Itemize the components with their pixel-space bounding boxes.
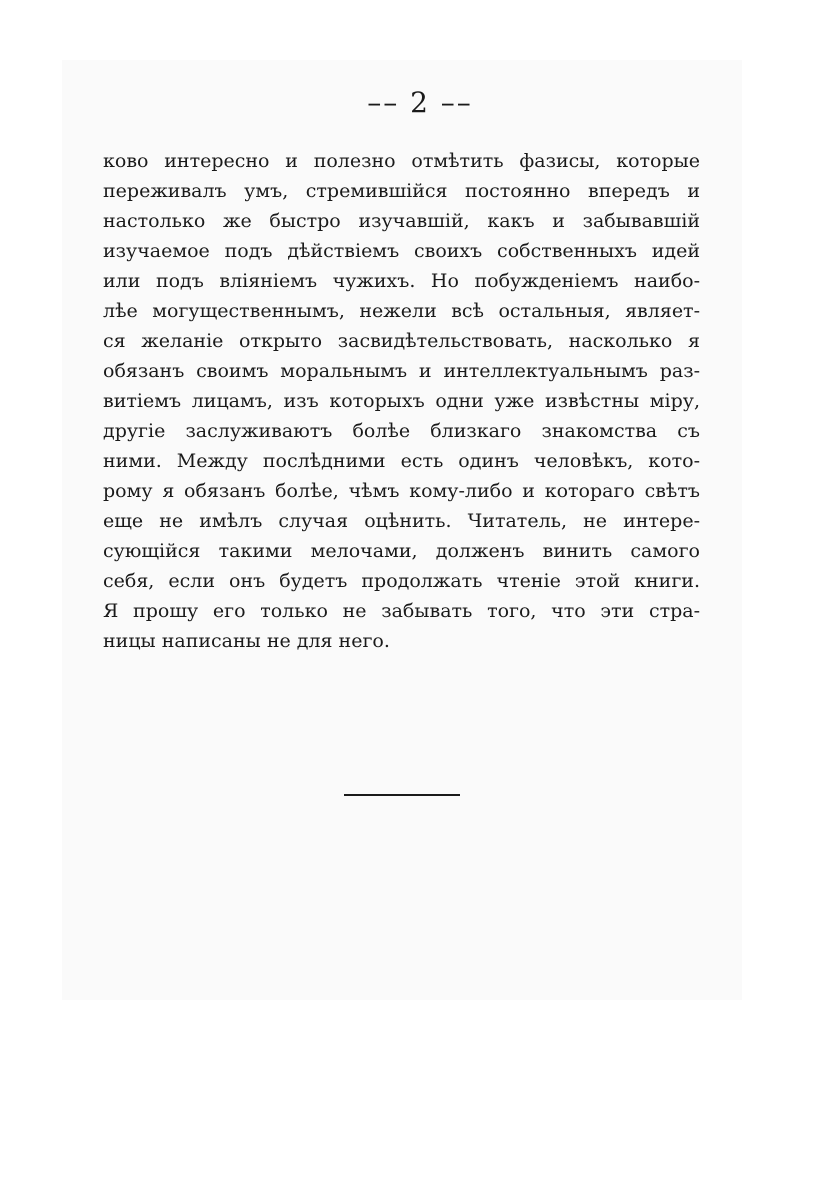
text-line: ся желанiе открыто засвидѣтельствовать, насколько я bbox=[103, 330, 700, 352]
text-line: ними. Между послѣдними есть одинъ человѣкъ, кото- bbox=[103, 450, 700, 472]
text-line: изучаемое подъ дѣйствiемъ своихъ собственныхъ идей bbox=[103, 240, 700, 262]
text-line: настолько же быстро изучавшiй, какъ и забывавшiй bbox=[103, 210, 700, 232]
section-end-rule bbox=[344, 794, 460, 796]
page-number: –– 2 –– bbox=[367, 86, 473, 119]
text-line: лѣе могущественнымъ, нежели всѣ остальныя, являет- bbox=[103, 300, 700, 322]
text-line: другiе заслуживаютъ болѣе близкаго знакомства съ bbox=[103, 420, 700, 442]
text-line: рому я обязанъ болѣе, чѣмъ кому-либо и котораго свѣтъ bbox=[103, 480, 700, 502]
body-paragraph bbox=[103, 146, 700, 656]
text-line: обязанъ своимъ моральнымъ и интеллектуальнымъ раз- bbox=[103, 360, 700, 382]
text-line: переживалъ умъ, стремившiйся постоянно впередъ и bbox=[103, 180, 700, 202]
text-line: сующiйся такими мелочами, долженъ винить самого bbox=[103, 540, 700, 562]
text-line: ницы написаны не для него. bbox=[103, 630, 390, 652]
text-line: себя, если онъ будетъ продолжать чтенiе этой книги. bbox=[103, 570, 700, 592]
text-line: витiемъ лицамъ, изъ которыхъ одни уже извѣстны мiру, bbox=[103, 390, 700, 412]
text-line: Я прошу его только не забывать того, что эти стра- bbox=[103, 600, 700, 622]
text-line: ково интересно и полезно отмѣтить фазисы, которые bbox=[103, 150, 700, 172]
text-line: или подъ влiянiемъ чужихъ. Но побужденiемъ наибо- bbox=[103, 270, 700, 292]
text-line: еще не имѣлъ случая оцѣнить. Читатель, не интере- bbox=[103, 510, 700, 532]
